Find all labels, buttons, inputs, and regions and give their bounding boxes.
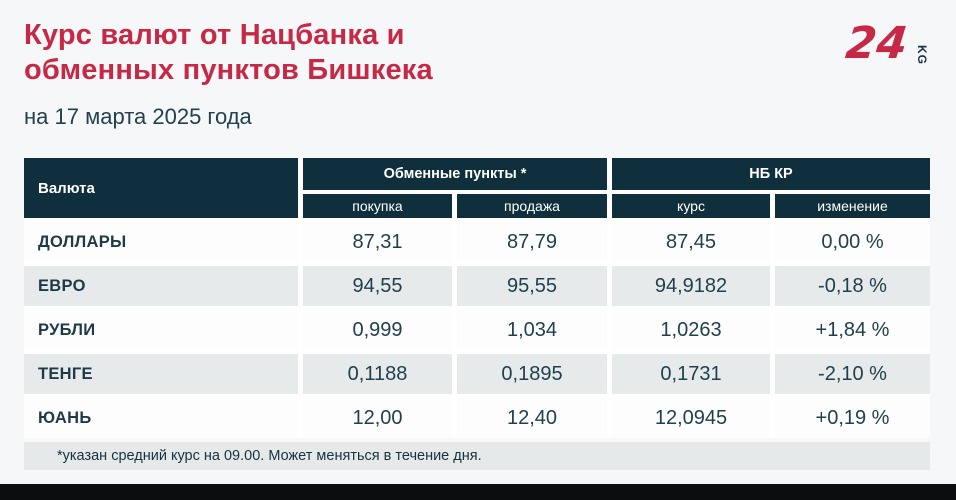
- col-header-change: изменение: [775, 194, 930, 218]
- col-header-buy: покупка: [303, 194, 452, 218]
- row-tenge-change: -2,10 %: [775, 354, 930, 394]
- row-tenge-buy: 0,1188: [303, 354, 452, 394]
- page-title-line1: Курс валют от Нацбанка и: [24, 19, 405, 51]
- date-subtitle: на 17 марта 2025 года: [24, 104, 252, 129]
- logo-kg-label: KG: [915, 45, 929, 65]
- row-dollars-change: 0,00 %: [775, 222, 930, 262]
- row-dollars-rate: 87,45: [612, 222, 770, 262]
- row-yuan-name: ЮАНЬ: [24, 398, 298, 438]
- footnote-bar: *указан средний курс на 09.00. Может меняться в течение дня.: [24, 442, 930, 470]
- col-header-currency: Валюта: [24, 158, 298, 218]
- row-rubles-change: +1,84 %: [775, 310, 930, 350]
- page-title: [24, 0, 934, 88]
- col-header-rate: курс: [612, 194, 770, 218]
- page-title-line2: обменных пунктов Бишкека: [24, 54, 433, 86]
- row-tenge-sell: 0,1895: [457, 354, 607, 394]
- row-euro-sell: 95,55: [457, 266, 607, 306]
- row-yuan-sell: 12,40: [457, 398, 607, 438]
- row-euro-name: ЕВРО: [24, 266, 298, 306]
- row-euro-change: -0,18 %: [775, 266, 930, 306]
- row-dollars-buy: 87,31: [303, 222, 452, 262]
- col-header-sell: продажа: [457, 194, 607, 218]
- row-yuan-change: +0,19 %: [775, 398, 930, 438]
- row-dollars-sell: 87,79: [457, 222, 607, 262]
- row-rubles-rate: 1,0263: [612, 310, 770, 350]
- row-euro-rate: 94,9182: [612, 266, 770, 306]
- row-euro-buy: 94,55: [303, 266, 452, 306]
- col-group-exchange-offices: Обменные пункты *: [303, 158, 607, 190]
- row-yuan-rate: 12,0945: [612, 398, 770, 438]
- row-rubles-sell: 1,034: [457, 310, 607, 350]
- col-group-national-bank: НБ КР: [612, 158, 930, 190]
- logo-24-mark: 24: [843, 18, 910, 69]
- row-rubles-name: РУБЛИ: [24, 310, 298, 350]
- row-tenge-name: ТЕНГЕ: [24, 354, 298, 394]
- row-rubles-buy: 0,999: [303, 310, 452, 350]
- currency-rates-table: [24, 158, 930, 438]
- logo-24kg: [843, 18, 929, 70]
- row-yuan-buy: 12,00: [303, 398, 452, 438]
- row-dollars-name: ДОЛЛАРЫ: [24, 222, 298, 262]
- bottom-bar: [0, 484, 956, 500]
- row-tenge-rate: 0,1731: [612, 354, 770, 394]
